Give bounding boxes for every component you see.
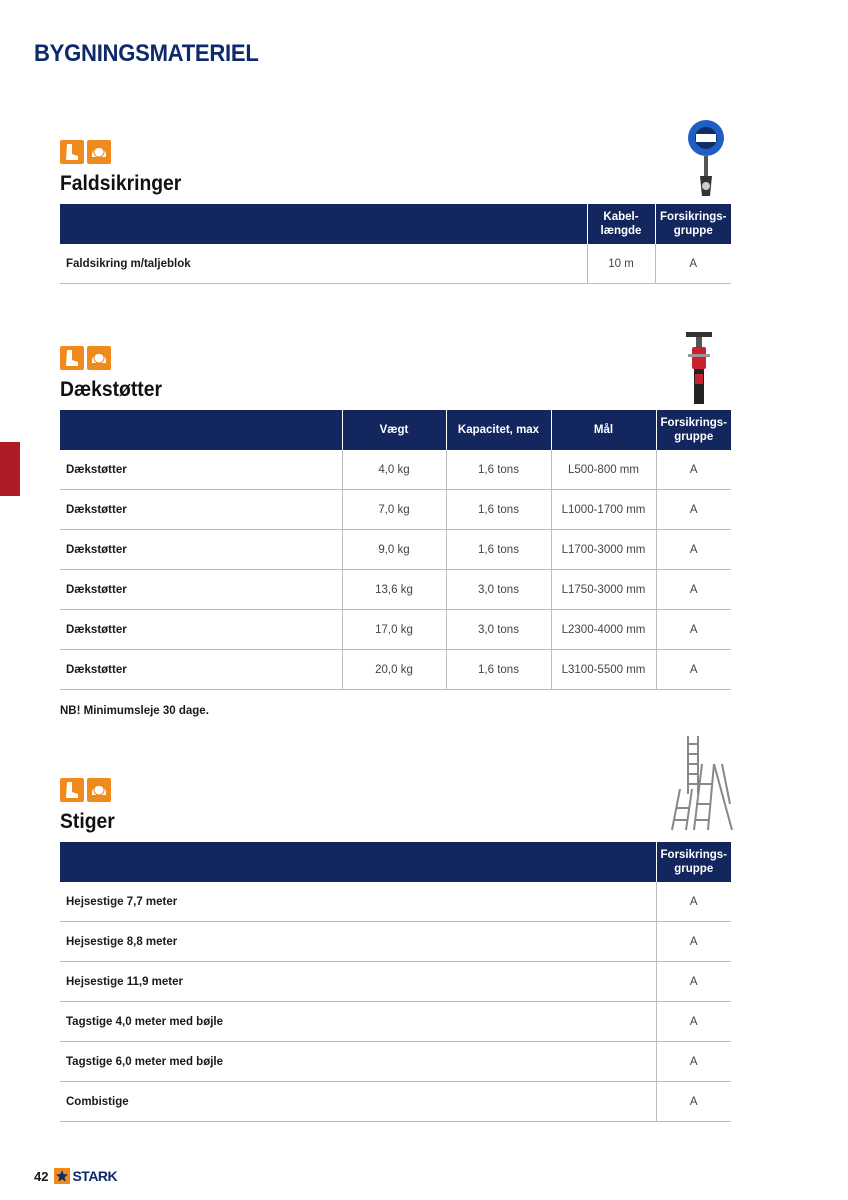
column-header-maal: Mål [551,410,656,450]
page-footer [34,1168,117,1184]
table-row [60,922,731,962]
weight: 20,0 kg [342,650,446,690]
section-stiger [60,778,731,834]
insurance-group: A [656,962,731,1002]
safety-icons [60,140,731,164]
column-header [60,410,342,450]
product-name: Dækstøtter [60,570,342,610]
column-header [60,204,587,244]
weight: 13,6 kg [342,570,446,610]
safety-boot-icon [60,346,84,370]
brand-name: STARK [72,1168,118,1184]
product-name: Hejsestige 7,7 meter [60,882,656,922]
dimensions: L3100-5500 mm [551,650,656,690]
column-header-forsikringsgruppe: Forsikrings- gruppe [655,204,731,244]
table-row [60,1042,731,1082]
hard-hat-icon [87,346,111,370]
table-header-row [60,842,731,882]
table-header-row [60,204,731,244]
insurance-group: A [656,1082,731,1122]
faldsikringer-table [60,204,731,284]
cable-length: 10 m [587,244,655,284]
capacity: 1,6 tons [446,530,551,570]
weight: 7,0 kg [342,490,446,530]
weight: 9,0 kg [342,530,446,570]
table-row [60,530,731,570]
product-name: Dækstøtter [60,530,342,570]
insurance-group: A [656,882,731,922]
stiger-table [60,842,731,1122]
insurance-group: A [656,530,731,570]
product-name: Dækstøtter [60,450,342,490]
table-row [60,490,731,530]
column-header [60,842,656,882]
section-daekstotter [60,346,731,402]
column-header-kabellaengde: Kabel- længde [587,204,655,244]
insurance-group: A [656,1042,731,1082]
section-faldsikringer [60,140,731,196]
insurance-group: A [656,490,731,530]
table-row [60,610,731,650]
product-name: Hejsestige 11,9 meter [60,962,656,1002]
ladder-image [670,734,734,834]
section-side-tab [0,442,20,496]
floor-prop-image [684,330,714,406]
product-name: Tagstige 4,0 meter med bøjle [60,1002,656,1042]
product-name: Combistige [60,1082,656,1122]
product-name: Dækstøtter [60,610,342,650]
dimensions: L1000-1700 mm [551,490,656,530]
capacity: 1,6 tons [446,490,551,530]
capacity: 3,0 tons [446,570,551,610]
insurance-group: A [656,922,731,962]
section-title: Stiger [60,810,115,833]
column-header-kapacitet: Kapacitet, max [446,410,551,450]
weight: 4,0 kg [342,450,446,490]
table-row [60,570,731,610]
weight: 17,0 kg [342,610,446,650]
safety-boot-icon [60,778,84,802]
capacity: 1,6 tons [446,450,551,490]
fall-arrest-block-image [684,110,728,202]
column-header-forsikringsgruppe: Forsikrings- gruppe [656,842,731,882]
page-number: 42 [34,1168,49,1184]
section-title: Dækstøtter [60,378,162,401]
insurance-group: A [656,650,731,690]
dimensions: L500-800 mm [551,450,656,490]
table-row [60,450,731,490]
page-title: BYGNINGSMATERIEL [34,40,259,67]
daekstotter-table [60,410,731,690]
product-name: Hejsestige 8,8 meter [60,922,656,962]
column-header-vaegt: Vægt [342,410,446,450]
safety-icons [60,778,731,802]
dimensions: L2300-4000 mm [551,610,656,650]
stark-star-icon [54,1168,70,1184]
section-title: Faldsikringer [60,172,182,195]
product-name: Dækstøtter [60,490,342,530]
insurance-group: A [656,450,731,490]
product-name: Dækstøtter [60,650,342,690]
rental-note: NB! Minimumsleje 30 dage. [60,705,209,717]
safety-icons [60,346,731,370]
safety-boot-icon [60,140,84,164]
insurance-group: A [656,1002,731,1042]
hard-hat-icon [87,140,111,164]
table-row [60,1002,731,1042]
table-row [60,650,731,690]
product-name: Faldsikring m/taljeblok [60,244,587,284]
product-name: Tagstige 6,0 meter med bøjle [60,1042,656,1082]
insurance-group: A [656,610,731,650]
dimensions: L1700-3000 mm [551,530,656,570]
dimensions: L1750-3000 mm [551,570,656,610]
table-row [60,1082,731,1122]
insurance-group: A [655,244,731,284]
table-row [60,962,731,1002]
hard-hat-icon [87,778,111,802]
capacity: 3,0 tons [446,610,551,650]
column-header-forsikringsgruppe: Forsikrings- gruppe [656,410,731,450]
table-header-row [60,410,731,450]
stark-logo [54,1168,117,1184]
insurance-group: A [656,570,731,610]
capacity: 1,6 tons [446,650,551,690]
table-row [60,244,731,284]
table-row [60,882,731,922]
